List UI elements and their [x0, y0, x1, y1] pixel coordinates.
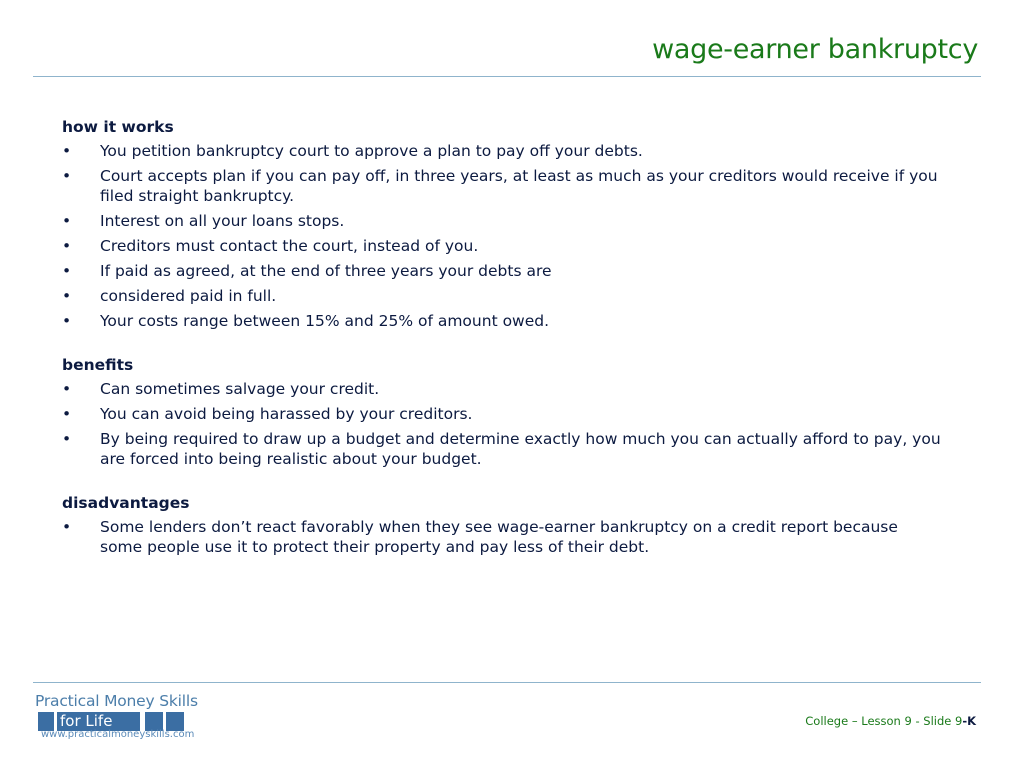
- logo-url: www.practicalmoneyskills.com: [41, 729, 195, 740]
- list-item-text: You petition bankruptcy court to approve a plan to pay off your debts.: [100, 142, 643, 160]
- section-benefits: [62, 355, 942, 469]
- bullet-icon: •: [62, 430, 72, 448]
- list-item: [62, 211, 942, 231]
- list-item-text: By being required to draw up a budget and determine exactly how much you can actually afford to pay, you are forced into being realistic about your budget.: [100, 430, 941, 468]
- list-item: [62, 404, 942, 424]
- list-item: [62, 429, 942, 469]
- section-heading: disadvantages: [62, 494, 190, 512]
- bullet-icon: •: [62, 312, 72, 330]
- section-disadvantages: [62, 493, 942, 557]
- bullet-icon: •: [62, 212, 72, 230]
- list-item-text: Your costs range between 15% and 25% of amount owed.: [100, 312, 550, 330]
- top-divider: [33, 76, 981, 77]
- slide-footer: [805, 714, 976, 728]
- list-item: [62, 379, 942, 399]
- section-heading: how it works: [62, 118, 174, 136]
- bottom-divider: [33, 682, 981, 683]
- bullet-icon: •: [62, 518, 72, 536]
- list-item: [62, 166, 942, 206]
- section-how-it-works: [62, 117, 942, 331]
- list-item-text: Creditors must contact the court, instead of you.: [100, 237, 479, 255]
- list-item: [62, 517, 942, 557]
- list-item-text: Interest on all your loans stops.: [100, 212, 345, 230]
- list-item-text: considered paid in full.: [100, 287, 277, 305]
- footer-label: College – Lesson 9 - Slide 9: [805, 714, 963, 728]
- list-item: [62, 311, 942, 331]
- bullet-list: [62, 379, 942, 469]
- list-item: [62, 261, 942, 281]
- bullet-icon: •: [62, 287, 72, 305]
- list-item-text: You can avoid being harassed by your creditors.: [100, 405, 473, 423]
- practical-money-skills-logo: [35, 692, 225, 746]
- bullet-icon: •: [62, 237, 72, 255]
- list-item: [62, 286, 942, 306]
- bullet-list: [62, 517, 942, 557]
- list-item-text: Court accepts plan if you can pay off, in three years, at least as much as your creditors would receive if you filed straight bankruptcy.: [100, 167, 938, 205]
- list-item: [62, 141, 942, 161]
- bullet-icon: •: [62, 405, 72, 423]
- section-heading: benefits: [62, 356, 134, 374]
- list-item-text: Can sometimes salvage your credit.: [100, 380, 380, 398]
- bullet-icon: •: [62, 142, 72, 160]
- list-item: [62, 236, 942, 256]
- logo-title: Practical Money Skills: [35, 692, 198, 710]
- bullet-icon: •: [62, 167, 72, 185]
- bullet-list: [62, 141, 942, 331]
- slide-content: [62, 117, 942, 581]
- bullet-icon: •: [62, 380, 72, 398]
- list-item-text: If paid as agreed, at the end of three years your debts are: [100, 262, 552, 280]
- bullet-icon: •: [62, 262, 72, 280]
- footer-suffix: -K: [962, 714, 976, 728]
- slide-title: wage-earner bankruptcy: [652, 34, 978, 65]
- logo-subtitle: for Life: [57, 712, 140, 731]
- list-item-text: Some lenders don’t react favorably when they see wage-earner bankruptcy on a credit report because some people use it to protect their property and pay less of their debt.: [100, 518, 898, 556]
